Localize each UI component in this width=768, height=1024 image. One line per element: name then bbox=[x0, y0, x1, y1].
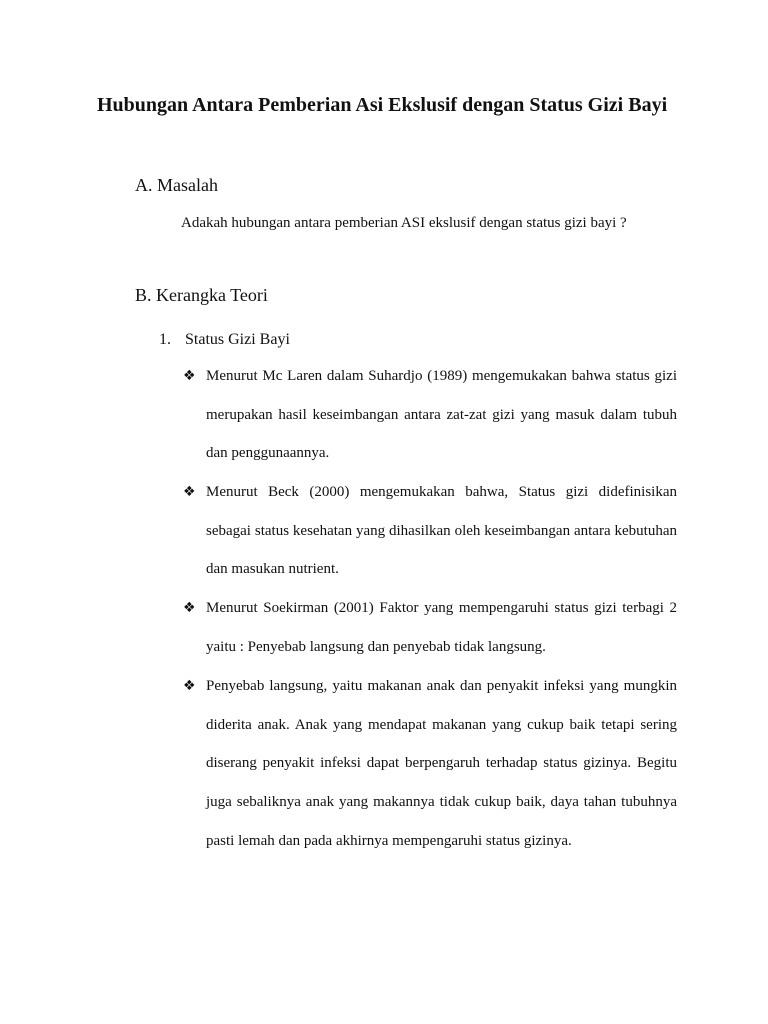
section-heading-kerangka-teori: B. Kerangka Teori bbox=[135, 285, 268, 305]
bullet-item bbox=[183, 473, 677, 589]
bullet-text: Menurut Soekirman (2001) Faktor yang mempengaruhi status gizi terbagi 2 yaitu : Penyebab langsung dan penyebab tidak langsung. bbox=[206, 600, 677, 655]
bullet-item bbox=[183, 589, 677, 666]
diamond-bullet-icon: ❖ bbox=[183, 368, 196, 384]
diamond-bullet-icon: ❖ bbox=[183, 484, 196, 500]
bullet-text: Menurut Mc Laren dalam Suhardjo (1989) mengemukakan bahwa status gizi merupakan hasil keseimbangan antara zat-zat gizi yang masuk dalam tubuh dan penggunaannya. bbox=[206, 368, 677, 462]
subsection-number: 1. bbox=[159, 331, 171, 348]
bullet-text: Penyebab langsung, yaitu makanan anak dan penyakit infeksi yang mungkin diderita anak. Anak yang mendapat makanan yang cukup baik tetapi sering diserang penyakit infeksi dapat berpengaruh terhadap status gizinya. Begitu juga sebaliknya anak yang makannya tidak cukup baik, daya tahan tubuhnya pasti lemah dan pada akhirnya mempengaruhi status gizinya. bbox=[206, 678, 677, 849]
diamond-bullet-icon: ❖ bbox=[183, 678, 196, 694]
section-heading-masalah: A. Masalah bbox=[135, 175, 218, 195]
research-question: Adakah hubungan antara pemberian ASI ekslusif dengan status gizi bayi ? bbox=[181, 215, 627, 231]
diamond-bullet-icon: ❖ bbox=[183, 600, 196, 616]
bullet-text: Menurut Beck (2000) mengemukakan bahwa, Status gizi didefinisikan sebagai status kesehatan yang dihasilkan oleh keseimbangan antara kebutuhan dan masukan nutrient. bbox=[206, 484, 677, 578]
subsection-title: Status Gizi Bayi bbox=[185, 331, 290, 348]
subsection-heading-status-gizi bbox=[159, 329, 290, 351]
document-title: Hubungan Antara Pemberian Asi Ekslusif dengan Status Gizi Bayi bbox=[97, 94, 668, 116]
bullet-item bbox=[183, 357, 677, 473]
bullet-item bbox=[183, 667, 677, 861]
